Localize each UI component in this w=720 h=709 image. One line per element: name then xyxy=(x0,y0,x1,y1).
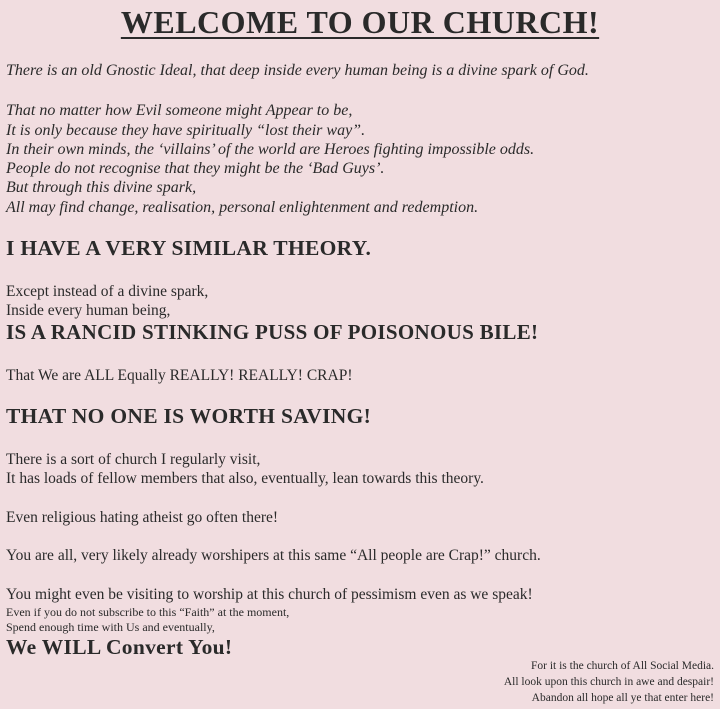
page-title: WELCOME TO OUR CHURCH! xyxy=(120,4,600,40)
heading-no-one-worth-saving: THAT NO ONE IS WORTH SAVING! xyxy=(6,404,372,428)
verse-line: All may find change, realisation, personal enlightenment and redemption. xyxy=(6,199,479,216)
theory-line: Except instead of a divine spark, xyxy=(6,283,209,300)
verse-line: It is only because they have spiritually “lost their way”. xyxy=(6,122,366,139)
verse-line: People do not recognise that they might be the ‘Bad Guys’. xyxy=(6,160,385,177)
visiting-line: You might even be visiting to worship at this church of pessimism even as we speak! xyxy=(6,586,533,603)
verse-line: That no matter how Evil someone might Appear to be, xyxy=(6,102,353,119)
small-line: Spend enough time with Us and eventually, xyxy=(6,620,215,634)
footer-line: For it is the church of All Social Media. xyxy=(530,660,714,672)
footer-line: All look upon this church in awe and despair! xyxy=(503,676,714,688)
heading-similar-theory: I HAVE A VERY SIMILAR THEORY. xyxy=(6,236,372,260)
verse-line: But through this divine spark, xyxy=(6,179,197,196)
heading-bile: IS A RANCID STINKING PUSS OF POISONOUS BILE! xyxy=(6,320,539,344)
worshipers-line: You are all, very likely already worshipers at this same “All people are Crap!” church. xyxy=(6,547,541,564)
convert-heading: We WILL Convert You! xyxy=(6,635,233,659)
small-line: Even if you do not subscribe to this “Faith” at the moment, xyxy=(6,605,290,619)
verse-line: In their own minds, the ‘villains’ of the world are Heroes fighting impossible odds. xyxy=(6,141,535,158)
theory-line: Inside every human being, xyxy=(6,302,171,319)
atheist-line: Even religious hating atheist go often there! xyxy=(6,509,279,526)
church-line: It has loads of fellow members that also, eventually, lean towards this theory. xyxy=(6,470,484,487)
crap-line: That We are ALL Equally REALLY! REALLY! CRAP! xyxy=(6,367,353,384)
church-line: There is a sort of church I regularly visit, xyxy=(6,451,261,468)
intro-text: There is an old Gnostic Ideal, that deep inside every human being is a divine spark of God. xyxy=(6,62,589,79)
footer-line: Abandon all hope all ye that enter here! xyxy=(531,692,714,704)
